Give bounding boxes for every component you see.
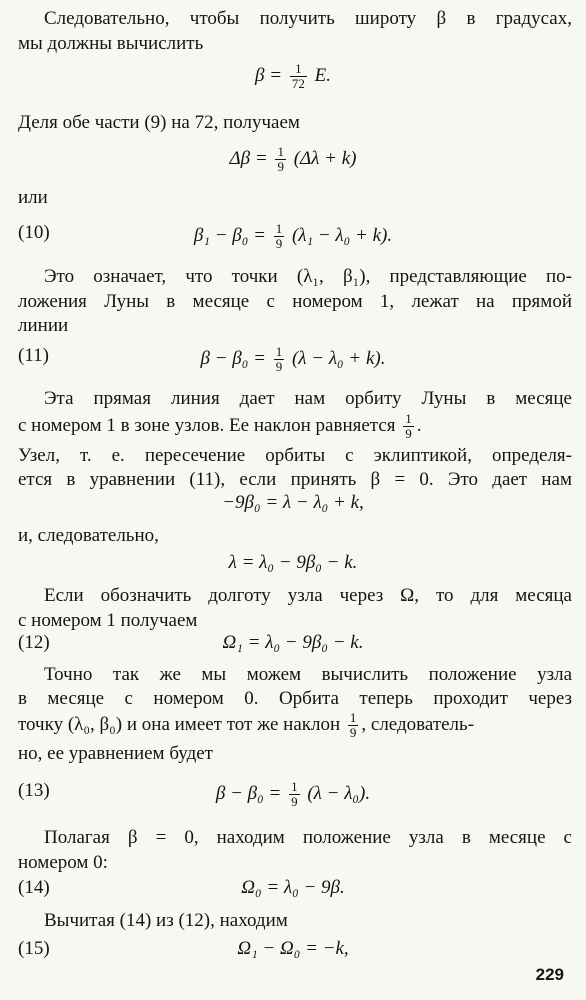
paragraph-line: Если обозначить долготу узла через Ω, то для месяца xyxy=(44,585,572,606)
fraction: $\frac{1}{9}$ xyxy=(405,411,412,441)
equation-number: (15) xyxy=(18,938,50,959)
paragraph-line: ется в уравнении (11), если принять β = 0. Это дает нам xyxy=(18,469,572,490)
fraction: $\frac{1}{9}$ xyxy=(275,344,283,374)
equation-beta: β = $\frac{1}{72}$ E. xyxy=(255,61,331,91)
paragraph-line: Вычитая (14) из (12), находим xyxy=(44,910,288,931)
equation-12: (12) Ω₁ = λ₀ − 9β₀ − k. xyxy=(18,632,364,653)
paragraph-line: Точно так же мы можем вычислить положение узла xyxy=(44,664,572,685)
paragraph-line: или xyxy=(18,187,48,208)
equation-number: (13) xyxy=(18,780,50,801)
paragraph-line: Деля обе части (9) на 72, получаем xyxy=(18,112,300,133)
paragraph-line: с номером 1 в зоне узлов. Ее наклон равняется $\frac{1}{9}$ . xyxy=(18,411,422,441)
fraction: $\frac{1}{9}$ xyxy=(291,779,298,809)
equation-10: (10) β₁ − β₀ = $\frac{1}{9}$ (λ₁ − λ₀ + k). xyxy=(18,221,393,251)
equation-11: (11) β − β₀ = $\frac{1}{9}$ (λ − λ₀ + k). xyxy=(18,344,386,374)
equation-14: (14) Ω₀ = λ₀ − 9β. xyxy=(18,877,345,898)
fraction: $\frac{1}{9}$ xyxy=(275,221,283,251)
equation-number: (14) xyxy=(18,877,50,898)
equation-lambda: λ = λ₀ − 9β₀ − k. xyxy=(228,552,358,573)
equation-13: (13) β − β₀ = $\frac{1}{9}$ (λ − λ₀). xyxy=(18,779,371,809)
paragraph-line: Эта прямая линия дает нам орбиту Луны в месяце xyxy=(44,388,572,409)
paragraph-line: в месяце с номером 0. Орбита теперь проходит через xyxy=(18,688,572,709)
page-number: 229 xyxy=(535,965,564,984)
equation-15: (15) Ω₁ − Ω₀ = −k, xyxy=(18,938,349,959)
equation-delta-beta: Δβ = $\frac{1}{9}$ (Δλ + k) xyxy=(229,144,357,174)
paragraph-line: ложения Луны в месяце с номером 1, лежат на прямой xyxy=(18,291,572,312)
paragraph-line: с номером 1 получаем xyxy=(18,610,198,631)
equation-number: (12) xyxy=(18,632,50,653)
fraction: $\frac{1}{9}$ xyxy=(349,710,357,740)
paragraph-line: Следовательно, чтобы получить широту β в градусах, xyxy=(44,8,572,29)
paragraph-line: Полагая β = 0, находим положение узла в месяце с xyxy=(44,827,572,848)
equation-number: (10) xyxy=(18,222,50,243)
paragraph-line: линии xyxy=(18,315,69,336)
fraction: $\frac{1}{72}$ xyxy=(291,61,305,91)
paragraph-line: и, следовательно, xyxy=(18,525,159,546)
equation-number: (11) xyxy=(18,345,49,366)
paragraph-line: Это означает, что точки (λ₁, β₁), представляющие по- xyxy=(44,266,572,287)
paragraph-line: точку (λ₀, β₀) и она имеет тот же наклон $\frac{1}{9}$ , следователь- xyxy=(18,710,475,740)
paragraph-line: Узел, т. е. пересечение орбиты с эклиптикой, определя- xyxy=(18,445,572,466)
paragraph-line: мы должны вычислить xyxy=(18,33,204,54)
paragraph-line: но, ее уравнением будет xyxy=(18,743,213,764)
fraction: $\frac{1}{9}$ xyxy=(277,144,284,174)
equation-node: −9β₀ = λ − λ₀ + k, xyxy=(222,492,364,513)
paragraph-line: номером 0: xyxy=(18,852,108,873)
